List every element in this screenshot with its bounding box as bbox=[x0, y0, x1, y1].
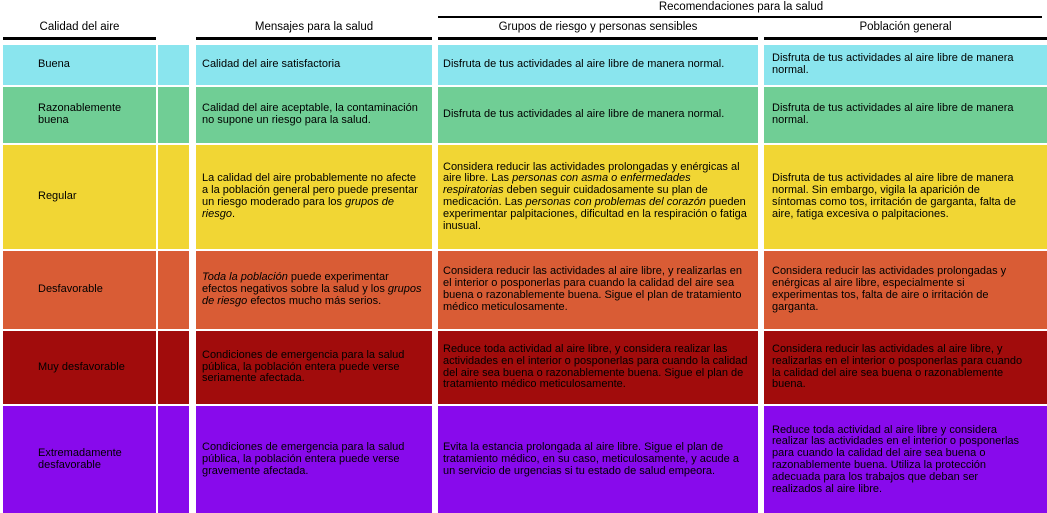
general-population-cell bbox=[764, 145, 1047, 249]
risk-groups-cell bbox=[438, 145, 758, 249]
air-quality-level-label: Razonablemente buena bbox=[38, 102, 122, 126]
header-underline-general-population bbox=[764, 37, 1047, 40]
general-population-text: Reduce toda actividad al aire libre y considera realizar las actividades en el interior o posponerlas para cuando la calidad del aire sea buena o razonablemente buena. Utiliza la protección adecuada para los trabajos que deban ser realizados al aire libre. bbox=[772, 423, 1020, 495]
general-population-cell bbox=[764, 331, 1047, 404]
general-population-text: Disfruta de tus actividades al aire libre de manera normal. bbox=[772, 102, 1014, 126]
table-body bbox=[0, 45, 1047, 513]
color-band-cell bbox=[158, 145, 189, 249]
risk-groups-text: Reduce toda actividad al aire libre, y considera realizar las actividades en el interior o posponerlas para cuando la calidad del aire sea buena o razonablemente buena. Sigue el plan de tratamiento médico meticulosamente. bbox=[443, 342, 748, 391]
general-population-cell bbox=[764, 406, 1047, 513]
air-quality-row bbox=[3, 251, 1047, 329]
risk-groups-text: Considera reducir las actividades al aire libre, y realizarlas en el interior o posponerlas para cuando la calidad del aire sea buena o razonablemente buena. Sigue el plan de tratamiento médico meticulosamente. bbox=[443, 265, 742, 313]
general-population-text: Considera reducir las actividades al aire libre, y realizarlas en el interior o posponerlas para cuando la calidad del aire sea buena o razonablemente buena. bbox=[772, 342, 1023, 391]
health-message-text: Calidad del aire satisfactoria bbox=[202, 58, 341, 71]
air-quality-level-cell bbox=[3, 406, 156, 513]
air-quality-level-cell bbox=[3, 251, 156, 329]
air-quality-row bbox=[3, 331, 1047, 404]
color-band-cell bbox=[158, 406, 189, 513]
air-quality-level-label: Extremadamente desfavorable bbox=[38, 447, 122, 471]
general-population-cell bbox=[764, 45, 1047, 85]
general-population-cell bbox=[764, 87, 1047, 143]
general-population-cell bbox=[764, 251, 1047, 329]
air-quality-level-label: Muy desfavorable bbox=[38, 360, 125, 373]
air-quality-level-cell bbox=[3, 145, 156, 249]
health-message-text: La calidad del aire probablemente no afecte a la población general pero puede presentar un riesgo moderado para los grupos de riesgo. bbox=[202, 172, 418, 220]
risk-groups-text: Disfruta de tus actividades al aire libre de manera normal. bbox=[443, 108, 725, 121]
risk-groups-cell bbox=[438, 251, 758, 329]
color-band-cell bbox=[158, 87, 189, 143]
air-quality-row bbox=[3, 87, 1047, 143]
column-header-risk-groups: Grupos de riesgo y personas sensibles bbox=[498, 21, 698, 33]
health-message-cell bbox=[196, 87, 432, 143]
health-message-cell bbox=[196, 145, 432, 249]
risk-groups-cell bbox=[438, 406, 758, 513]
header-underline-air-quality bbox=[3, 37, 156, 40]
air-quality-level-cell bbox=[3, 45, 156, 85]
health-message-text: Toda la población puede experimentar efectos negativos sobre la salud y los grupos de riesgo efectos mucho más serios. bbox=[202, 271, 422, 307]
column-header-health-messages: Mensajes para la salud bbox=[254, 21, 374, 33]
air-quality-row bbox=[3, 45, 1047, 85]
risk-groups-cell bbox=[438, 87, 758, 143]
general-population-text: Disfruta de tus actividades al aire libre de manera normal. bbox=[772, 52, 1014, 76]
health-message-cell bbox=[196, 331, 432, 404]
color-band-cell bbox=[158, 45, 189, 85]
table-header bbox=[0, 0, 1047, 44]
color-band-cell bbox=[158, 331, 189, 404]
health-message-text: Calidad del aire aceptable, la contaminación no supone un riesgo para la salud. bbox=[202, 102, 418, 126]
risk-groups-text: Evita la estancia prolongada al aire libre. Sigue el plan de tratamiento médico, en su caso, meticulosamente, y acude a un servicio de urgencias si tu estado de salud empeora. bbox=[443, 441, 739, 477]
risk-groups-text: Considera reducir las actividades prolongadas y enérgicas al aire libre. Las personas con asma o enfermedades respiratorias deben seguir cuidadosamente su plan de medicación. Las personas con problemas del corazón pueden experimentar palpitaciones, dificultad en la respiración o fatiga inusual. bbox=[443, 160, 747, 232]
color-band-cell bbox=[158, 251, 189, 329]
air-quality-level-cell bbox=[3, 87, 156, 143]
risk-groups-cell bbox=[438, 331, 758, 404]
air-quality-level-label: Desfavorable bbox=[38, 283, 103, 296]
health-message-text: Condiciones de emergencia para la salud pública, la población entera puede verse gravemente afectada. bbox=[202, 441, 405, 477]
air-quality-level-label: Regular bbox=[38, 190, 77, 203]
health-message-cell bbox=[196, 251, 432, 329]
recommendations-group-header: Recomendaciones para la salud bbox=[658, 1, 824, 13]
air-quality-row bbox=[3, 406, 1047, 513]
recommendations-group-underline bbox=[438, 16, 1042, 18]
general-population-text: Disfruta de tus actividades al aire libre de manera normal. Sin embargo, vigila la aparición de síntomas como tos, irritación de garganta, falta de aire, fatiga excesiva o palpitaciones. bbox=[772, 172, 1016, 220]
general-population-text: Considera reducir las actividades prolongadas y enérgicas al aire libre, especialmente si experimentas tos, falta de aire o irritación de garganta. bbox=[772, 265, 1007, 313]
risk-groups-text: Disfruta de tus actividades al aire libre de manera normal. bbox=[443, 58, 725, 71]
column-header-air-quality: Calidad del aire bbox=[39, 21, 120, 33]
column-header-general-population: Población general bbox=[859, 21, 952, 33]
header-underline-risk-groups bbox=[438, 37, 758, 40]
air-quality-level-label: Buena bbox=[38, 58, 70, 71]
health-message-text: Condiciones de emergencia para la salud pública, la población entera puede verse seriamente afectada. bbox=[202, 348, 405, 385]
air-quality-level-cell bbox=[3, 331, 156, 404]
header-underline-health-messages bbox=[196, 37, 432, 40]
air-quality-row bbox=[3, 145, 1047, 249]
risk-groups-cell bbox=[438, 45, 758, 85]
health-message-cell bbox=[196, 45, 432, 85]
health-message-cell bbox=[196, 406, 432, 513]
